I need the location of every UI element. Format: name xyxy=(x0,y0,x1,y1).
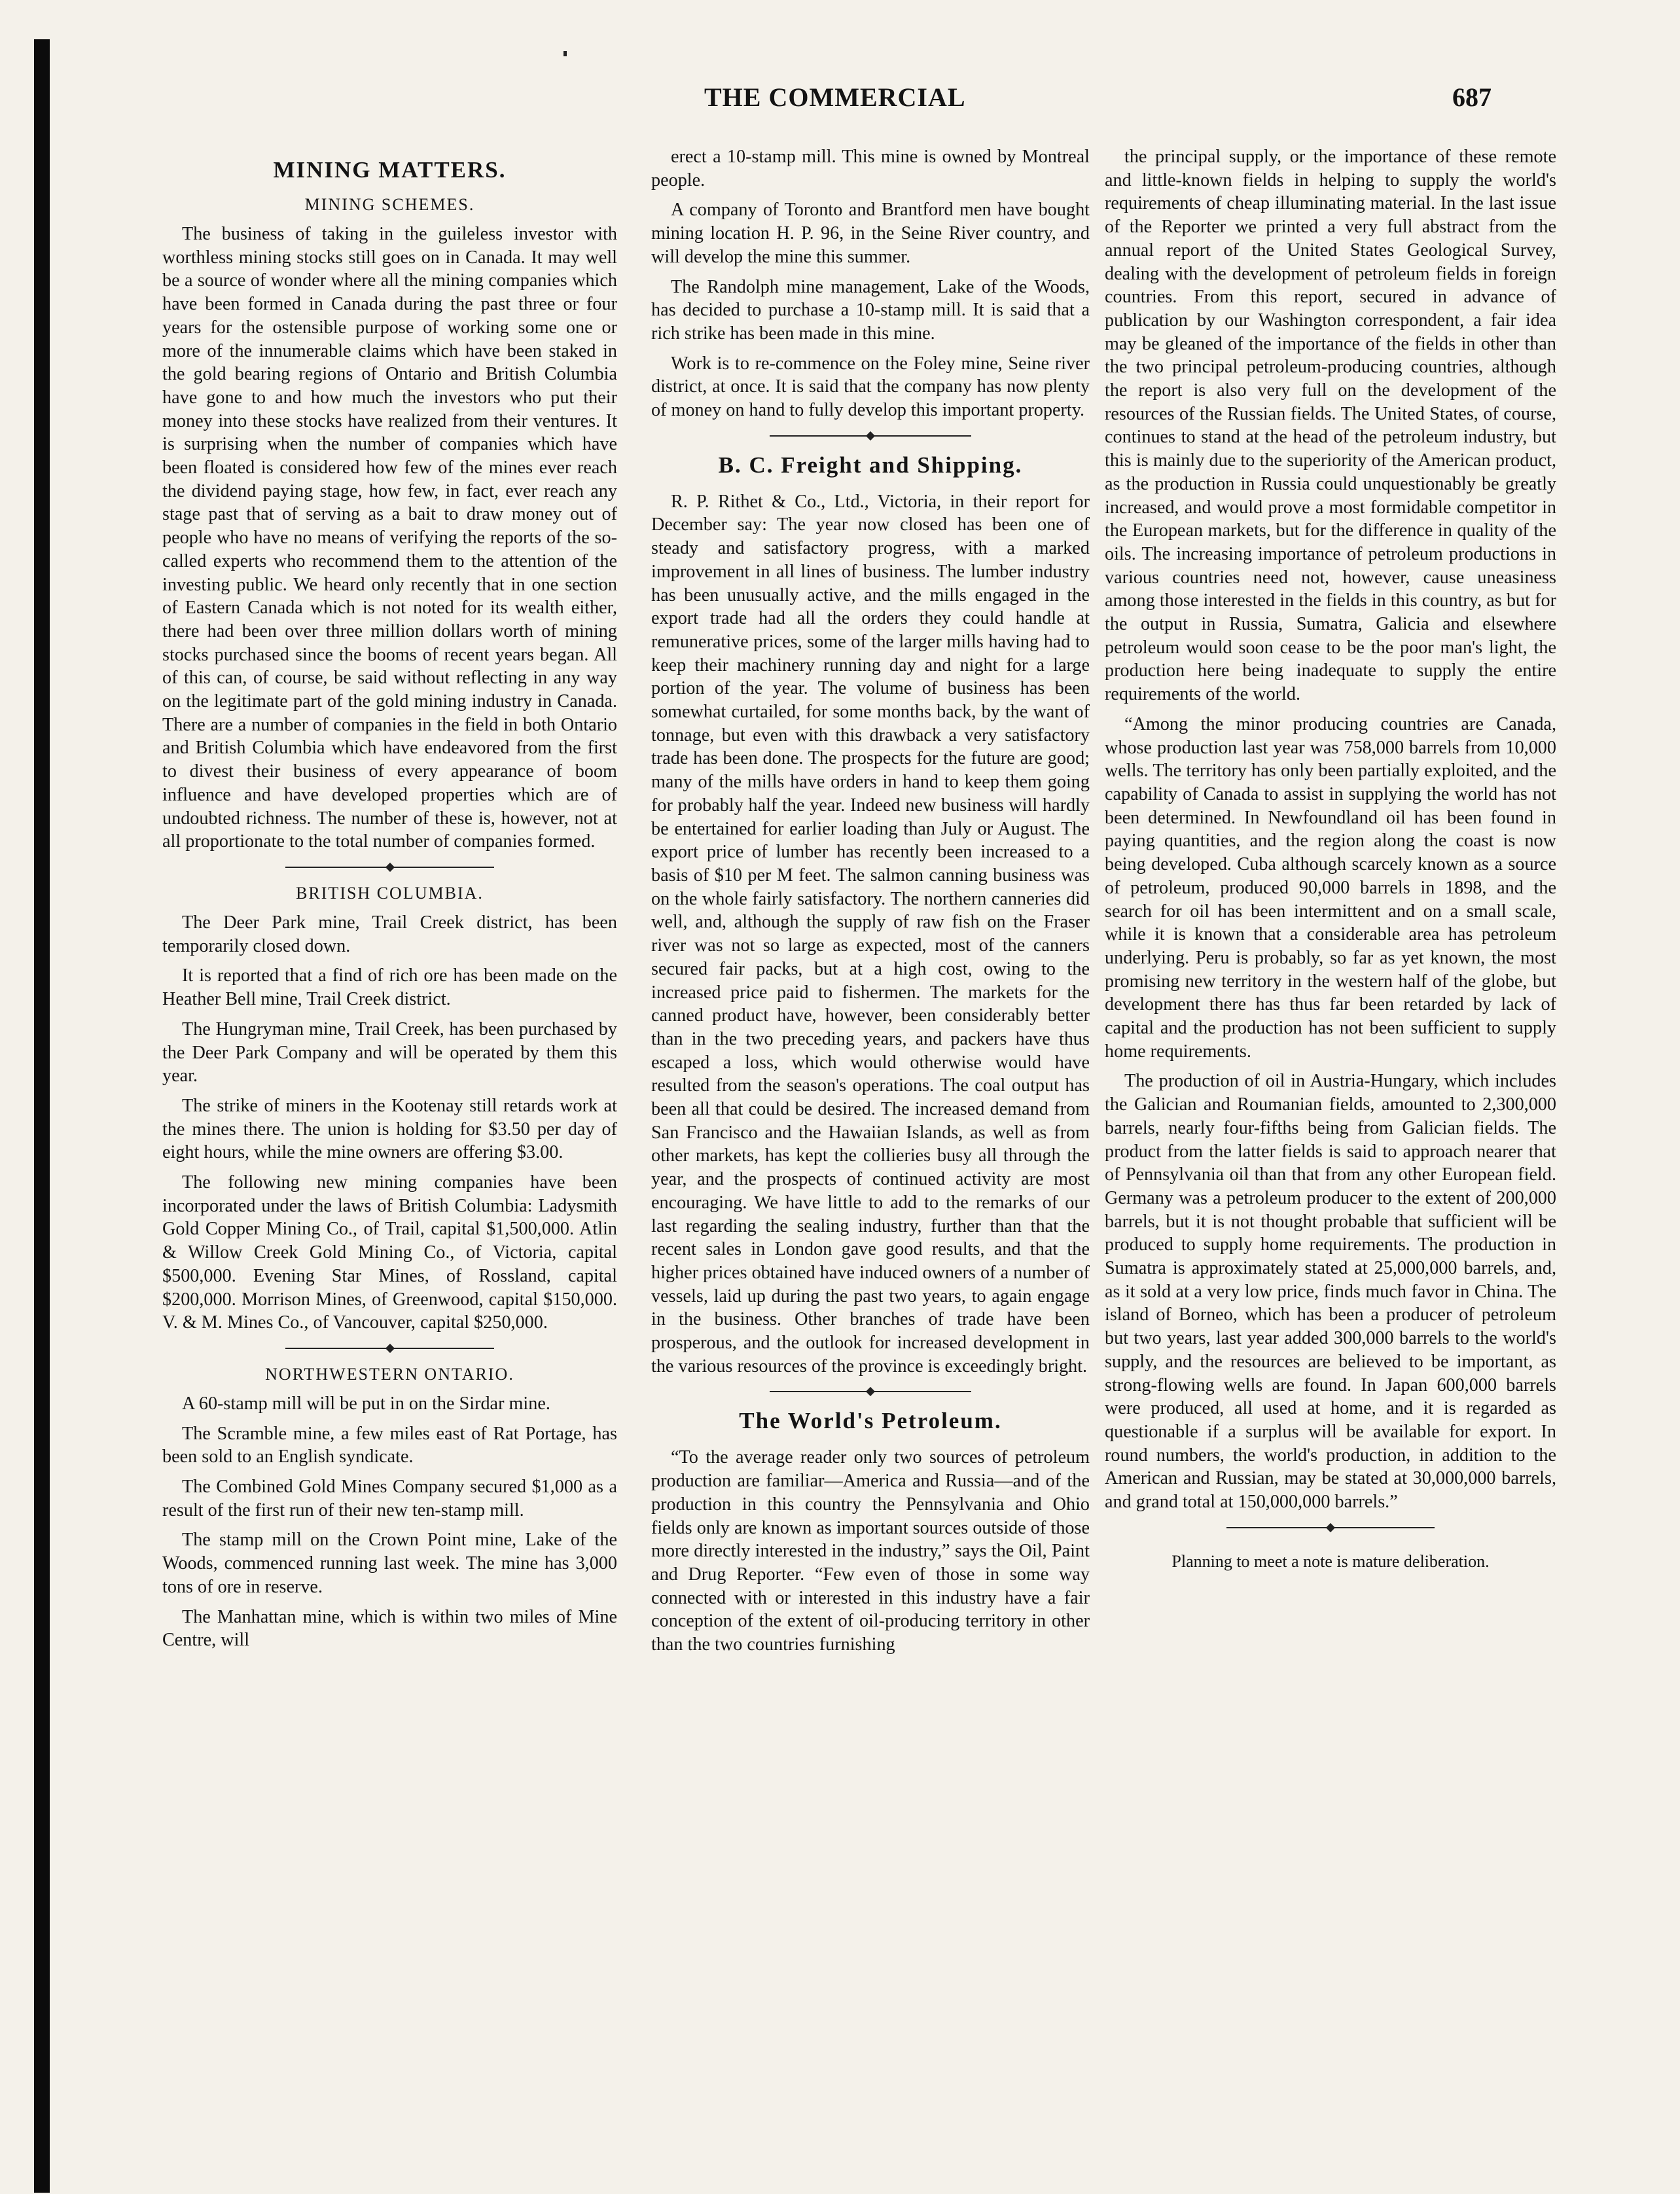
subheading-mining-schemes: MINING SCHEMES. xyxy=(304,195,475,214)
article-paragraph: “Among the minor producing countries are Canada, whose production last year was 758,000 barrels from 10,000 wells. The territory has only been partially exploited, and the capability of Canada to assist in supplying the world has not been determined. In Newfoundland oil has been found in paying quantities, and the region along the coast is now being developed. Cuba although scarcely known as a source of petroleum, produced 90,000 barrels in 1898, and the search for oil has been intermittent and on a small scale, while it is known that a considerable area has petroleum underlying. Peru is probably, so far as yet known, the most promising new territory in the western half of the globe, but development there has thus far been retarded by lack of capital and the production has not been sufficient to supply home requirements. xyxy=(1105,713,1556,1062)
article-paragraph: It is reported that a find of rich ore has been made on the Heather Bell mine, Trail Creek district. xyxy=(162,965,617,1010)
page-number: 687 xyxy=(1452,82,1492,112)
article-paragraph: The Scramble mine, a few miles east of Rat Portage, has been sold to an English syndicate. xyxy=(162,1423,617,1467)
section-heading-mining-matters: MINING MATTERS. xyxy=(273,157,507,183)
article-paragraph: The stamp mill on the Crown Point mine, Lake of the Woods, commenced running last week. The mine has 3,000 tons of ore in reserve. xyxy=(162,1530,617,1597)
article-paragraph: “To the average reader only two sources of petroleum production are familiar—America and Russia—and of the production in this country the Pennsylvania and Ohio fields only are known as important sources outside of those more directly interested in the industry,” says the Oil, Paint and Drug Reporter. “Few even of those in some way connected with or interested in this industry have a fair conception of the extent of oil-producing territory in other than the two countries furnishing xyxy=(651,1447,1090,1655)
article-paragraph: R. P. Rithet & Co., Ltd., Victoria, in their report for December say: The year now closed has been one of steady and satisfactory progress, with a marked improvement in all lines of business. The lumber industry has been unusually active, and the mills engaged in the export trade had all the orders they could handle at remunerative prices, some of the larger mills having had to keep their machinery running day and night for a large portion of the year. The volume of business has been somewhat curtailed, for some months back, by the want of tonnage, but even with this drawback a very satisfactory trade has been done. The prospects for the future are good; many of the mills have orders in hand to keep them going for probably half the year. Indeed new business will hardly be entertained for earlier loading than July or August. The export price of lumber has recently been increased to a basis of $10 per M feet. The salmon canning business was on the whole fairly satisfactory. The northern canneries did well, and, although the supply of raw fish on the Fraser river was not so large as expected, most of the canners secured fair packs, but at a high cost, owing to the increased price paid to fishermen. The markets for the canned product have, however, been considerably better than in the two preceding years, and packers have thus escaped a loss, which would otherwise would have resulted from the season's operations. The coal output has been all that could be desired. The increased demand from San Francisco and the Hawaiian Islands, as well as from other markets, has kept the collieries busy all through the year, and the prospects of continued activity are most encouraging. We have little to add to the remarks of our last regarding the sealing industry, further than that the recent sales in London gave good results, and that the higher prices obtained have induced owners of a number of vessels, laid up during the past two years, to again engage in the business. Other branches of trade have been prosperous, and the outlook for increased development in the various resources of the province is exceedingly bright. xyxy=(651,491,1090,1376)
article-paragraph: The Randolph mine management, Lake of the Woods, has decided to purchase a 10-stamp mill. It is said that a rich strike has been made in this mine. xyxy=(651,276,1090,344)
print-mark xyxy=(563,51,567,56)
closing-note: Planning to meet a note is mature deliberation. xyxy=(1171,1551,1490,1571)
column-3 xyxy=(1105,145,1556,1573)
article-paragraph: A 60-stamp mill will be put in on the Sirdar mine. xyxy=(182,1393,550,1414)
article-paragraph: The business of taking in the guileless investor with worthless mining stocks still goes on in Canada. It may well be a source of wonder where all the mining companies which have been formed in Canada during the past three or four years for the ostensible purpose of working some one or more of the innumerable claims which have been staked in the gold bearing regions of Ontario and British Columbia have gone to and how much the investors who put their money into these stocks have realized from their ventures. It is surprising when the number of companies which have been floated is considered how few of the mines ever reach the dividend paying stage, how few, in fact, ever reach any stage past that of serving as a bait to draw money out of people who have no means of verifying the reports of the so-called experts who recommend them to the attention of the investing public. We heard only recently that in one section of Eastern Canada which is not noted for its wealth either, there had been over three million dollars worth of mining stocks purchased since the booms of recent years began. All of this can, of course, be said without reflecting in any way on the legitimate part of the gold mining industry in Canada. There are a number of companies in the field in both Ontario and British Columbia which have endeavored from the first to divest their business of every appearance of boom influence and have developed properties which are of undoubted richness. The number of these is, however, not at all proportionate to the total number of companies formed. xyxy=(162,224,617,852)
article-paragraph: The Deer Park mine, Trail Creek district, has been temporarily closed down. xyxy=(162,912,617,956)
article-paragraph: Work is to re-commence on the Foley mine, Seine river district, at once. It is said that the company has now plenty of money on hand to fully develop this important property. xyxy=(651,353,1090,421)
column-1 xyxy=(162,145,617,1659)
article-paragraph: The Combined Gold Mines Company secured $1,000 as a result of the first run of their new ten-stamp mill. xyxy=(162,1477,617,1520)
section-heading-bc-freight: B. C. Freight and Shipping. xyxy=(718,452,1023,478)
article-paragraph: The production of oil in Austria-Hungary, which includes the Galician and Roumanian fields, amounted to 2,300,000 barrels, nearly four-fifths being from Galician fields. The product from the latter fields is said to approach nearer that of Pennsylvania oil than that from any other European field. Germany was a petroleum producer to the extent of 200,000 barrels, but it is not thought probable that sufficient will be produced to supply home requirements. The production in Sumatra is approximately stated at 25,000,000 barrels, and, as it sold at a very low price, finds much favor in China. The island of Borneo, which has been a producer of petroleum but two years, last year added 300,000 barrels to the world's supply, and the resources are believed to be important, as strong-flowing wells are found. In Japan 600,000 barrels were produced, all used at home, and it is regarded as questionable if a surplus will be available for export. In round numbers, the world's production, in addition to the American and Russian, may be stated at 30,000,000 barrels, and grand total at 150,000,000 barrels.” xyxy=(1105,1071,1556,1513)
article-paragraph: The Hungryman mine, Trail Creek, has been purchased by the Deer Park Company and will be operated by them this year. xyxy=(162,1018,617,1087)
section-divider xyxy=(285,863,495,872)
article-paragraph: erect a 10-stamp mill. This mine is owned by Montreal people. xyxy=(651,147,1090,190)
article-paragraph: the principal supply, or the importance of these remote and little-known fields in helping to supply the world's requirements of cheap illuminating material. In the last issue of the Reporter we printed a very full abstract from the annual report of the United States Geological Survey, dealing with the development of petroleum fields in foreign countries. From this report, secured in advance of publication by our Washington correspondent, a fair idea may be gleaned of the importance of the fields in other than the two principal petroleum-producing countries, although the report is also very full on the development of the resources of the Russian fields. The United States, of course, continues to stand at the head of the petroleum industry, but this is mainly due to the superiority of the American product, as the production in Russia could unquestionably be greatly increased, and would prove a most formidable competitor in the European markets, but for the difference in quality of the oils. The increasing importance of petroleum productions in various countries need not, however, cause uneasiness among those interested in the fields in this country, as but for the output in Russia, Sumatra, Galicia and elsewhere petroleum would soon cease to be the poor man's light, the production here being inadequate to supply the entire requirements of the world. xyxy=(1105,147,1556,705)
masthead-title: THE COMMERCIAL xyxy=(704,82,966,112)
column-2 xyxy=(651,145,1090,1663)
article-paragraph: The Manhattan mine, which is within two miles of Mine Centre, will xyxy=(162,1606,617,1651)
page-edge-bar xyxy=(34,39,50,2193)
section-divider xyxy=(1226,1523,1434,1532)
article-paragraph: The strike of miners in the Kootenay still retards work at the mines there. The union is holding for $3.50 per day of eight hours, while the mine owners are offering $3.00. xyxy=(162,1095,617,1163)
article-paragraph: The following new mining companies have been incorporated under the laws of British Columbia: Ladysmith Gold Copper Mining Co., of Trail, capital $1,500,000. Atlin & Willow Creek Gold Mining Co., of Victoria, capital $500,000. Evening Star Mines, of Rossland, capital $200,000. Morrison Mines, of Greenwood, capital $150,000. V. & M. Mines Co., of Vancouver, capital $250,000. xyxy=(162,1172,617,1333)
article-paragraph: A company of Toronto and Brantford men have bought mining location H. P. 96, in the Seine River country, and will develop the mine this summer. xyxy=(651,200,1090,267)
section-divider xyxy=(770,1387,971,1396)
subheading-northwestern-ontario: NORTHWESTERN ONTARIO. xyxy=(265,1364,514,1384)
subheading-british-columbia: BRITISH COLUMBIA. xyxy=(296,883,484,903)
section-divider xyxy=(770,431,971,441)
section-heading-worlds-petroleum: The World's Petroleum. xyxy=(739,1408,1002,1434)
section-divider xyxy=(285,1344,495,1353)
